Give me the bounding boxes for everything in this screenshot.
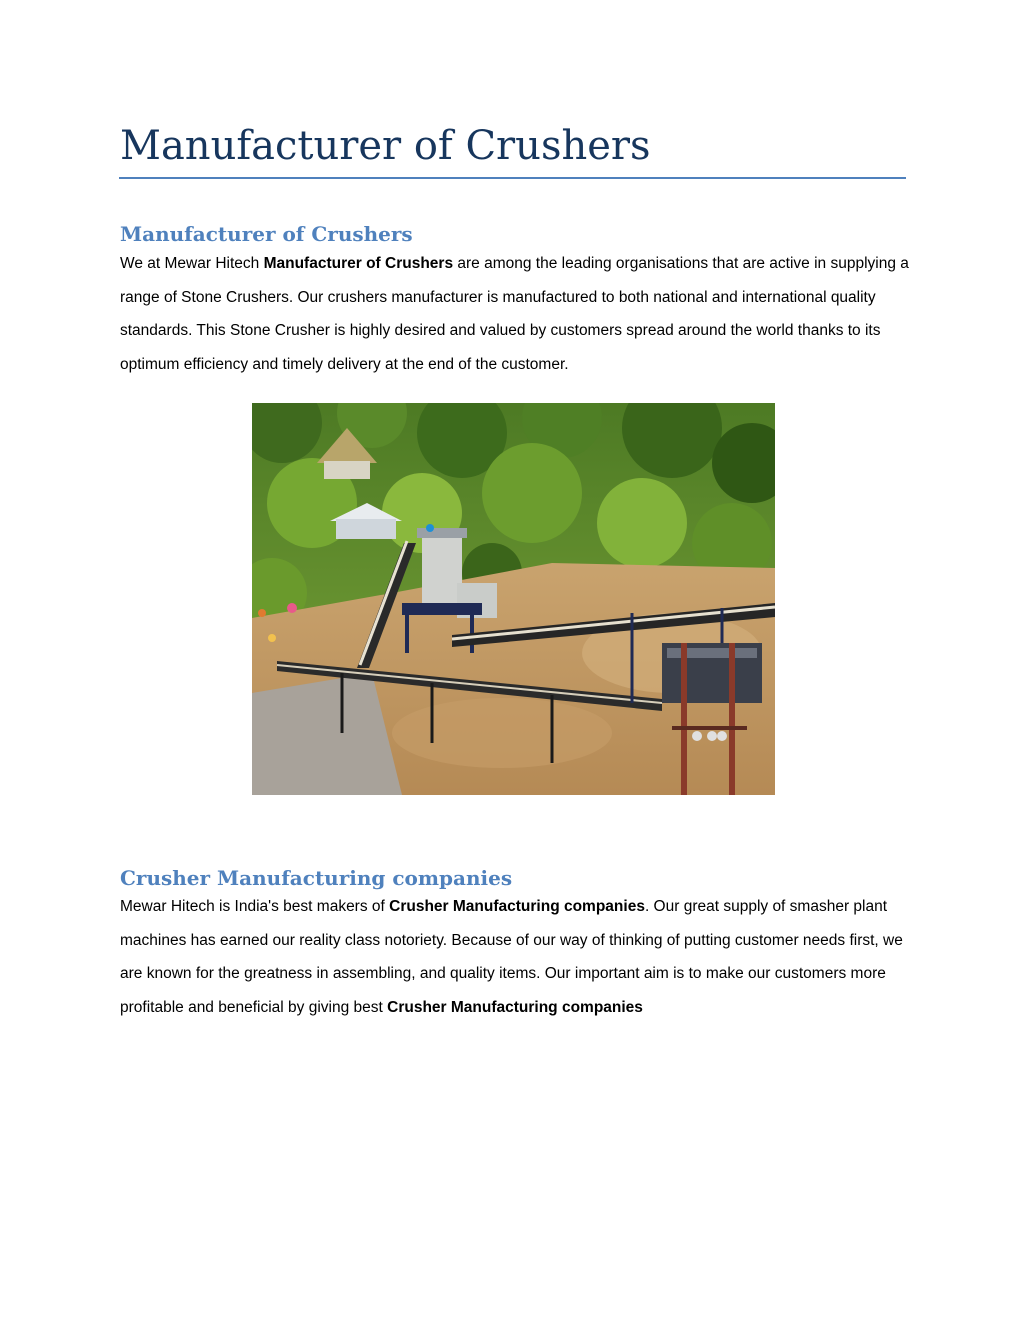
paragraph-text: . Our great supply of smasher plant machines has earned our reality class notoriety. Because of our way of thinking of putting customer needs first, we are known for the greatness in assembling, and quality items. Our important aim is to make our customers more profitable and beneficial by giving best [120,898,903,1016]
paragraph-bold-text: Manufacturer of Crushers [263,255,454,272]
paragraph-bold-text: Crusher Manufacturing companies [389,898,645,915]
section-heading-manufacturer: Manufacturer of Crushers [120,222,413,246]
paragraph-bold-text: Crusher Manufacturing companies [387,998,643,1016]
crusher-plant-photo [252,403,775,795]
title-underline [119,177,906,179]
paragraph-text: We at Mewar Hitech [120,255,264,272]
section-heading-companies: Crusher Manufacturing companies [120,866,513,890]
section-paragraph-manufacturer [120,247,910,381]
page-title: Manufacturer of Crushers [120,123,651,169]
paragraph-text: are among the leading organisations that are active in supplying a range of Stone Crushers. Our crushers manufacturer is manufactured to both national and international quality standards. This Stone Crusher is highly desired and valued by customers spread around the world thanks to its optimum efficiency and timely delivery at the end of the customer. [120,255,909,373]
crusher-plant-illustration [252,403,775,795]
paragraph-text: Mewar Hitech is India's best makers of [120,898,390,915]
section-paragraph-companies [120,890,910,1024]
